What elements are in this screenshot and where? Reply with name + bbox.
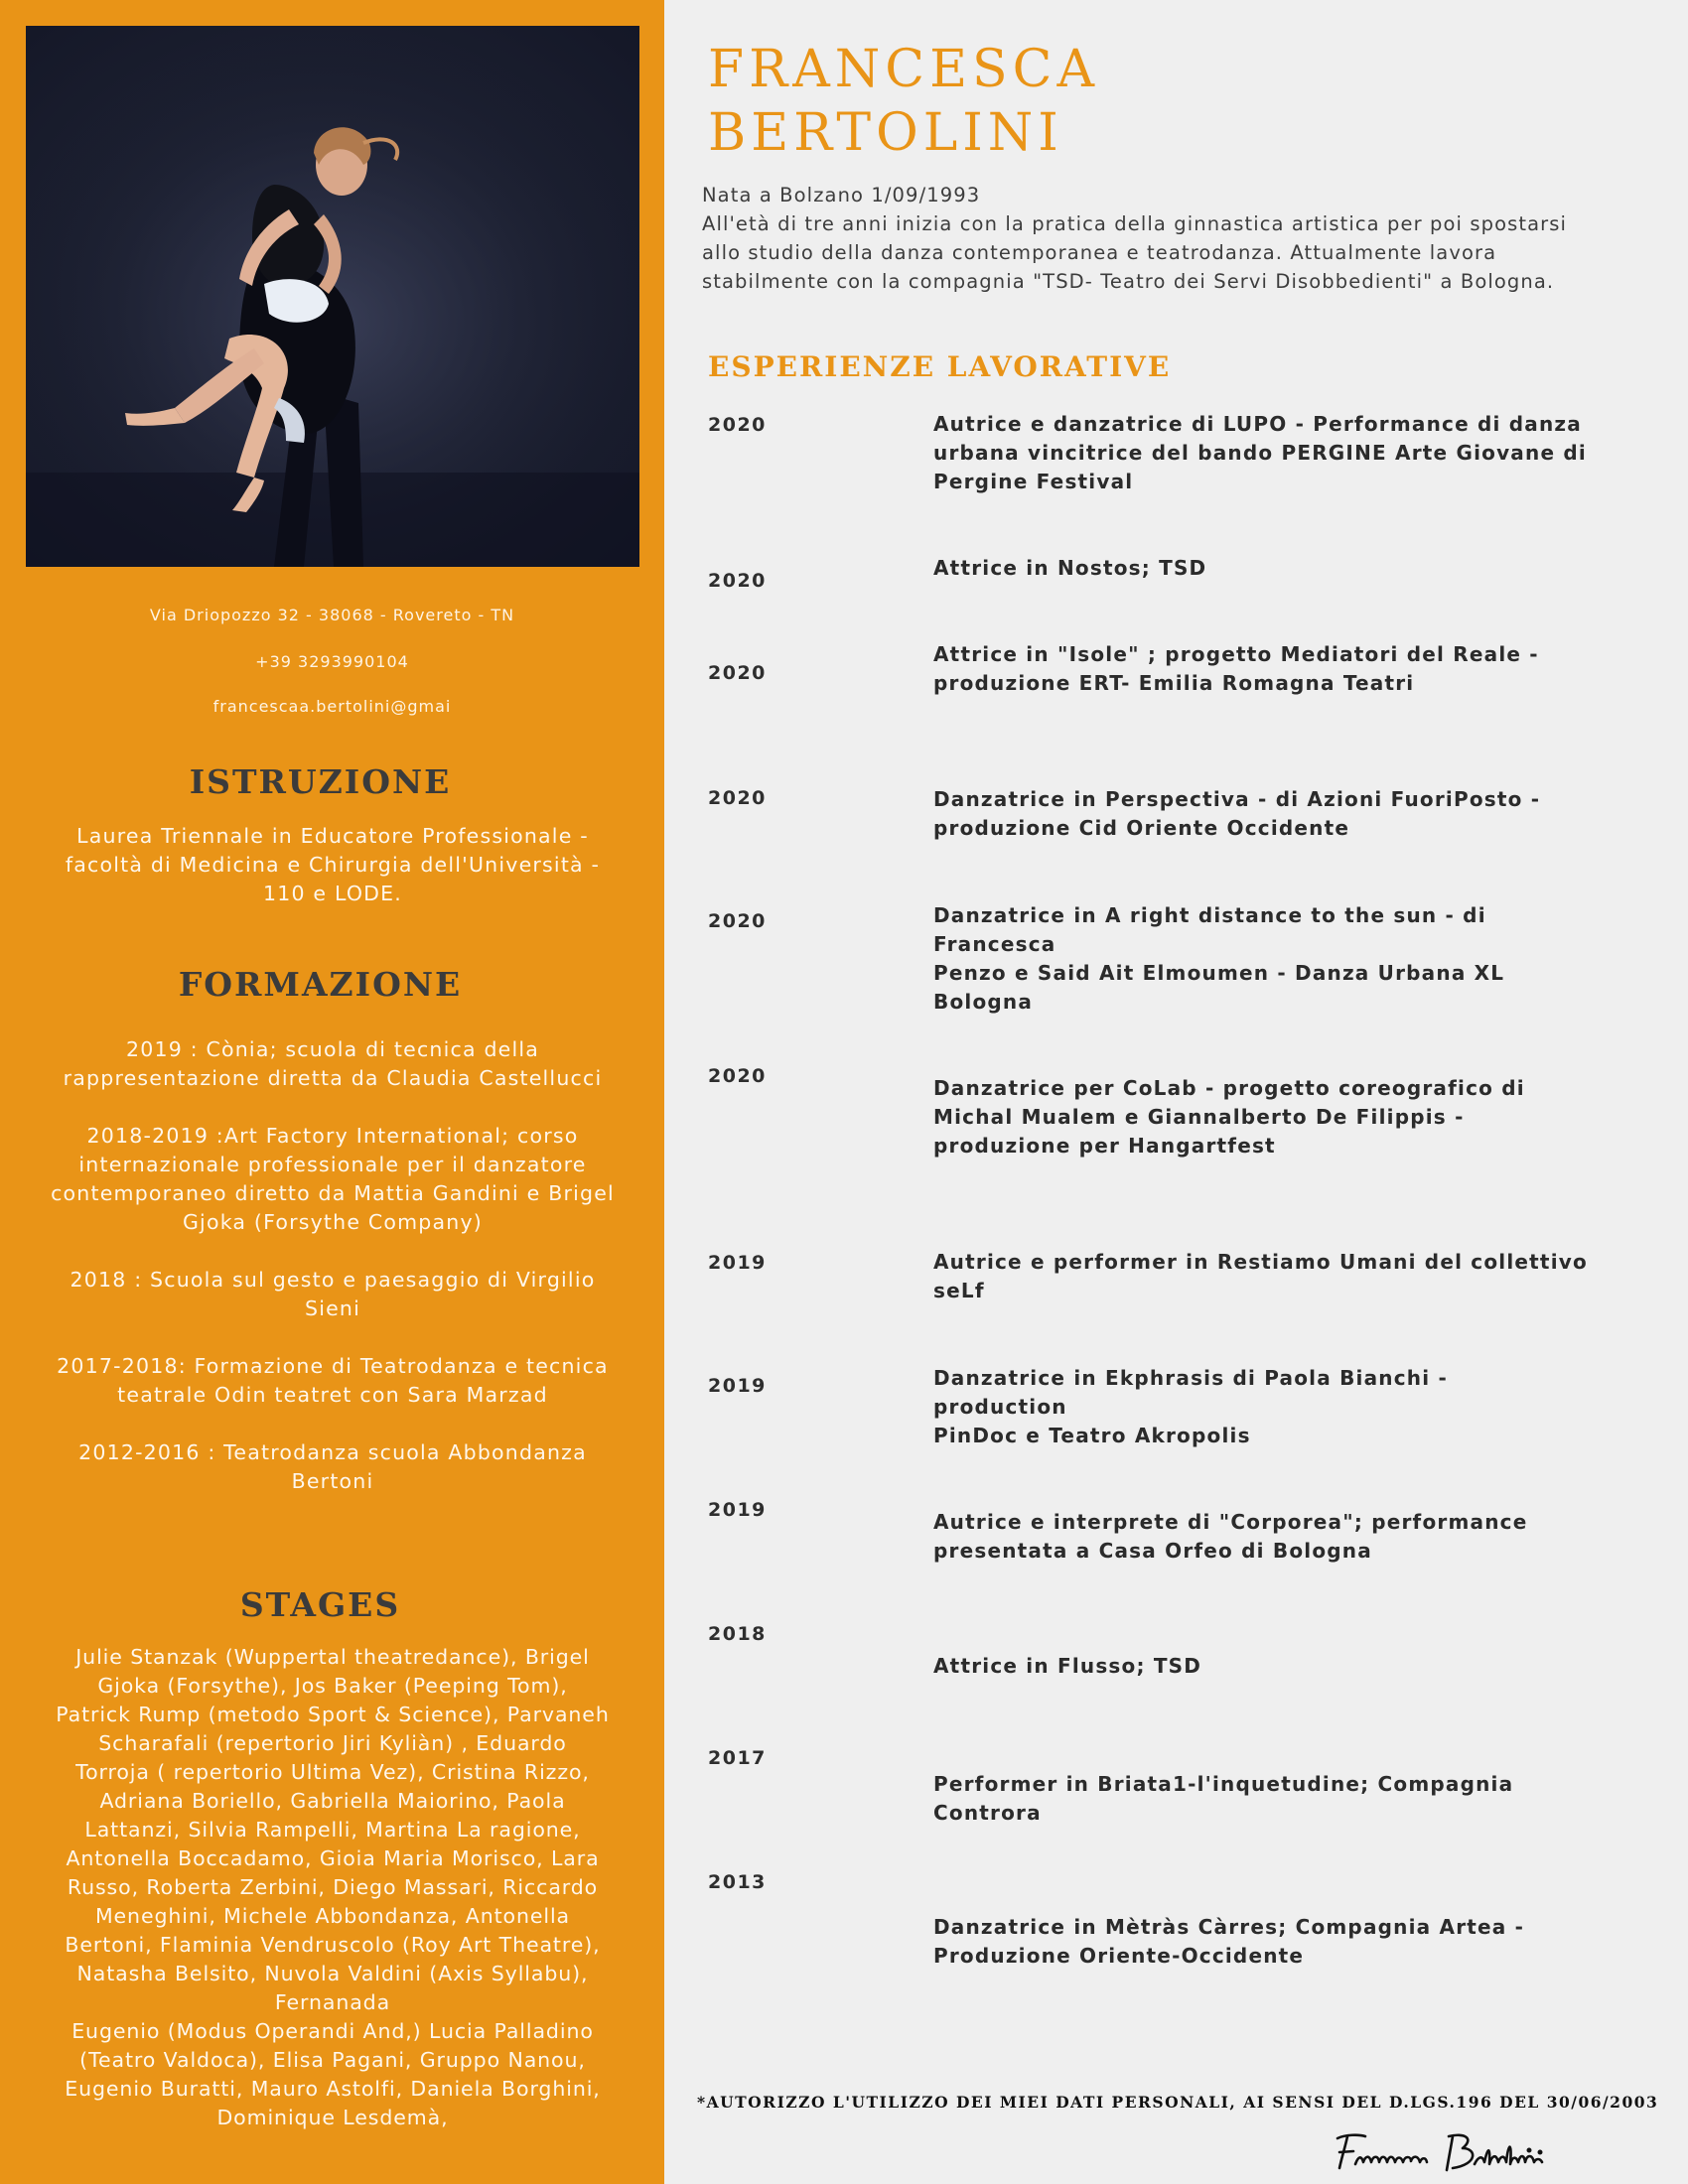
sidebar — [0, 0, 664, 2184]
experience-line: seLf — [933, 1279, 985, 1302]
training-line: 2012-2016 : Teatrodanza scuola Abbondanza — [78, 1440, 587, 1464]
experience-year: 2020 — [708, 910, 767, 932]
experience-description — [933, 1770, 1589, 1828]
experience-description — [933, 410, 1589, 496]
experience-line: Autrice e interprete di "Corporea"; performance — [933, 1510, 1528, 1534]
training-item — [30, 1438, 635, 1496]
handwritten-signature — [1326, 2124, 1604, 2184]
training-item — [30, 1266, 635, 1323]
training-line: 2018 : Scuola sul gesto e paesaggio di Virgilio — [70, 1268, 596, 1292]
experience-description — [933, 640, 1589, 698]
experience-line: presentata a Casa Orfeo di Bologna — [933, 1539, 1372, 1563]
person-name — [708, 38, 1099, 165]
experience-line: Produzione Oriente-Occidente — [933, 1944, 1305, 1968]
experience-year: 2013 — [708, 1871, 767, 1893]
stages-list — [20, 1643, 645, 2132]
experience-line: produzione per Hangartfest — [933, 1134, 1276, 1158]
experience-line: Danzatrice in Ekphrasis di Paola Bianchi - production — [933, 1366, 1448, 1419]
stages-line: Meneghini, Michele Abbondanza, Antonella — [94, 1904, 571, 1928]
experience-line: produzione Cid Oriente Occidente — [933, 816, 1350, 840]
experience-line: Danzatrice in Perspectiva - di Azioni FuoriPosto - — [933, 787, 1541, 811]
training-item — [30, 1122, 635, 1237]
bio-line: All'età di tre anni inizia con la pratica della ginnastica artistica per poi spostarsi — [702, 212, 1568, 235]
stages-line: (Teatro Valdoca), Elisa Pagani, Gruppo Nanou, — [79, 2048, 586, 2072]
experience-description — [933, 1364, 1589, 1450]
stages-line: Dominique Lesdemà, — [216, 2106, 449, 2129]
name-first: FRANCESCA — [708, 40, 1099, 99]
experience-line: Performer in Briata1-l'inquetudine; Compagnia — [933, 1772, 1514, 1796]
education-text — [30, 822, 635, 908]
stages-line: Patrick Rump (metodo Sport & Science), Parvaneh — [56, 1703, 610, 1726]
training-line: teatrale Odin teatret con Sara Marzad — [117, 1383, 548, 1407]
experience-line: Attrice in Flusso; TSD — [933, 1654, 1202, 1678]
experience-description — [933, 785, 1589, 843]
stages-line: Lattanzi, Silvia Rampelli, Martina La ragione, — [84, 1818, 581, 1842]
experience-year: 2020 — [708, 1065, 767, 1087]
experience-line: produzione ERT- Emilia Romagna Teatri — [933, 671, 1415, 695]
training-line: Gjoka (Forsythe Company) — [182, 1210, 484, 1234]
experience-year: 2019 — [708, 1252, 767, 1274]
experience-description — [933, 554, 1589, 583]
stages-title: STAGES — [239, 1585, 401, 1624]
experience-line: Autrice e performer in Restiamo Umani del collettivo — [933, 1250, 1588, 1274]
experience-line: urbana vincitrice del bando PERGINE Arte Giovane di — [933, 441, 1587, 465]
experience-line: Attrice in "Isole" ; progetto Mediatori del Reale - — [933, 642, 1539, 666]
training-list — [30, 1035, 635, 1525]
contact-email: francescaa.bertolini@gmai — [212, 697, 452, 716]
experience-description — [933, 1913, 1589, 1971]
experience-year: 2020 — [708, 414, 767, 436]
experience-line: Controra — [933, 1801, 1042, 1825]
stages-line: Eugenio (Modus Operandi And,) Lucia Palladino — [71, 2019, 594, 2043]
bio-line: Nata a Bolzano 1/09/1993 — [702, 184, 981, 206]
experience-line: Attrice in Nostos; TSD — [933, 556, 1207, 580]
education-title: ISTRUZIONE — [189, 762, 452, 801]
name-last: BERTOLINI — [708, 103, 1063, 163]
contact-phone: +39 3293990104 — [255, 652, 409, 671]
experience-description — [933, 1508, 1589, 1566]
stages-line: Antonella Boccadamo, Gioia Maria Morisco, Lara — [66, 1846, 600, 1870]
training-line: rappresentazione diretta da Claudia Castellucci — [63, 1066, 603, 1090]
training-line: internazionale professionale per il danzatore — [78, 1153, 587, 1176]
stages-line: Scharafali (repertorio Jiri Kyliàn) , Eduardo — [98, 1731, 567, 1755]
experience-line: Penzo e Said Ait Elmoumen - Danza Urbana XL — [933, 961, 1505, 985]
training-item — [30, 1035, 635, 1093]
training-line: 2017-2018: Formazione di Teatrodanza e tecnica — [57, 1354, 609, 1378]
contact-address: Via Driopozzo 32 - 38068 - Rovereto - TN — [149, 606, 515, 624]
training-line: 2019 : Cònia; scuola di tecnica della — [125, 1037, 540, 1061]
stages-line: Fernanada — [274, 1990, 391, 2014]
experience-year: 2020 — [708, 570, 767, 592]
training-line: contemporaneo diretto da Mattia Gandini e Brigel — [51, 1181, 615, 1205]
education-line: Laurea Triennale in Educatore Professionale - — [76, 824, 589, 848]
experience-line: Danzatrice in Mètràs Càrres; Compagnia Artea - — [933, 1915, 1525, 1939]
experience-description — [933, 1248, 1589, 1305]
profile-photo — [26, 26, 639, 567]
training-line: Bertoni — [291, 1469, 374, 1493]
experience-description — [933, 1074, 1589, 1160]
stages-line: Eugenio Buratti, Mauro Astolfi, Daniela Borghini, — [65, 2077, 601, 2101]
experience-year: 2020 — [708, 787, 767, 809]
experience-line: Autrice e danzatrice di LUPO - Performance di danza — [933, 412, 1582, 436]
signature — [1326, 2124, 1604, 2184]
experience-line: Michal Mualem e Giannalberto De Filippis - — [933, 1105, 1465, 1129]
training-title: FORMAZIONE — [178, 965, 463, 1004]
experience-year: 2017 — [708, 1747, 767, 1769]
bio-line: stabilmente con la compagnia "TSD- Teatro dei Servi Disobbedienti" a Bologna. — [702, 270, 1555, 293]
experience-line: Bologna — [933, 990, 1034, 1014]
experience-year: 2020 — [708, 662, 767, 684]
experience-line: Pergine Festival — [933, 470, 1134, 493]
privacy-consent: *AUTORIZZO L'UTILIZZO DEI MIEI DATI PERSONALI, AI SENSI DEL D.LGS.196 DEL 30/06/2003 — [697, 2093, 1659, 2112]
training-item — [30, 1352, 635, 1410]
bio-line: allo studio della danza contemporanea e teatrodanza. Attualmente lavora — [702, 241, 1497, 264]
stages-line: Natasha Belsito, Nuvola Valdini (Axis Syllabu), — [76, 1962, 589, 1985]
experience-line: PinDoc e Teatro Akropolis — [933, 1424, 1251, 1447]
experience-year: 2018 — [708, 1623, 767, 1645]
stages-line: Adriana Boriello, Gabriella Maiorino, Paola — [99, 1789, 566, 1813]
training-line: Sieni — [304, 1297, 360, 1320]
stages-line: Julie Stanzak (Wuppertal theatredance), Brigel — [75, 1645, 590, 1669]
experience-title: ESPERIENZE LAVORATIVE — [708, 350, 1172, 383]
training-line: 2018-2019 :Art Factory International; corso — [86, 1124, 579, 1148]
bio — [702, 181, 1625, 296]
experience-line: Danzatrice in A right distance to the sun - di Francesca — [933, 903, 1486, 956]
education-line: facoltà di Medicina e Chirurgia dell'Università - — [65, 853, 601, 877]
experience-description — [933, 1652, 1589, 1681]
experience-year: 2019 — [708, 1499, 767, 1521]
stages-line: Gjoka (Forsythe), Jos Baker (Peeping Tom), — [97, 1674, 568, 1698]
stages-line: Bertoni, Flaminia Vendruscolo (Roy Art Theatre), — [65, 1933, 601, 1957]
stages-line: Russo, Roberta Zerbini, Diego Massari, Riccardo — [67, 1875, 599, 1899]
experience-description — [933, 901, 1589, 1017]
stages-line: Torroja ( repertorio Ultima Vez), Cristina Rizzo, — [75, 1760, 590, 1784]
experience-year: 2019 — [708, 1375, 767, 1397]
education-line: 110 e LODE. — [262, 882, 403, 905]
experience-line: Danzatrice per CoLab - progetto coreografico di — [933, 1076, 1525, 1100]
